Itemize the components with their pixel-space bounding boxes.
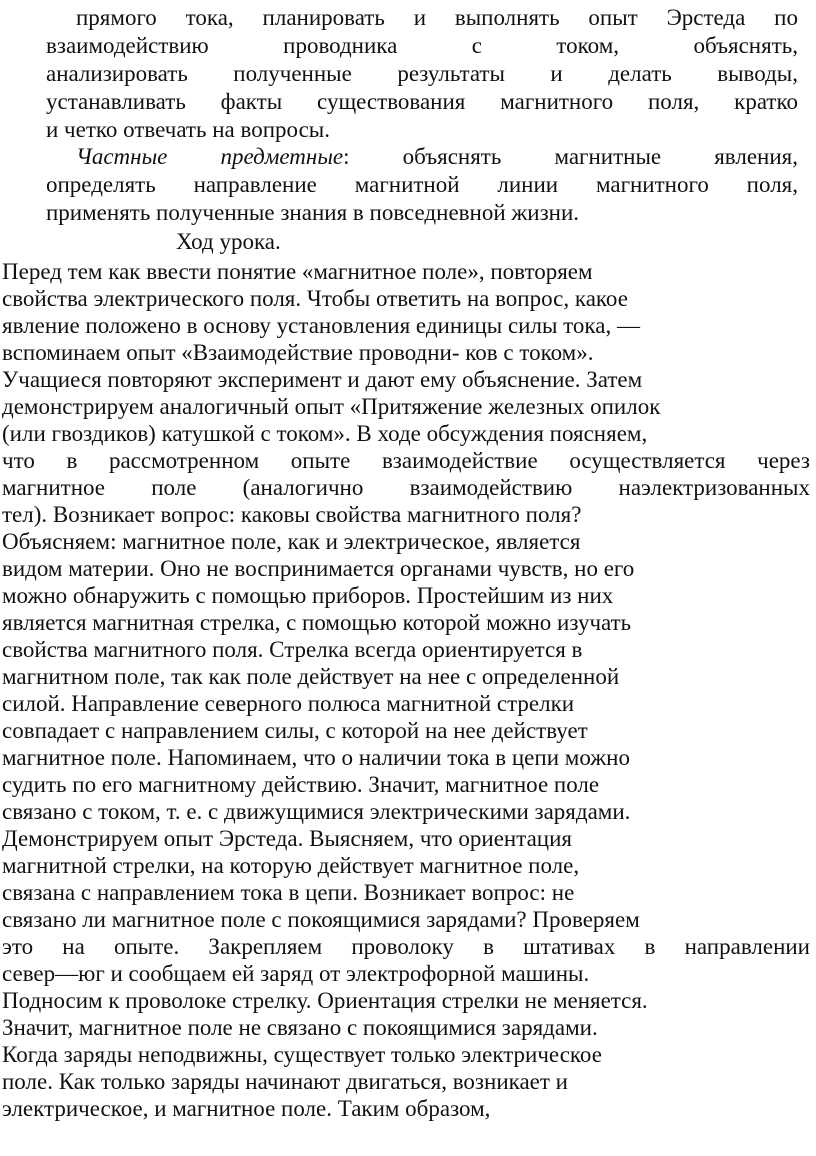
text-line: поле. Как только заряды начинают двигаться, возникает и xyxy=(2,1069,568,1094)
text-line: Демонстрируем опыт Эрстеда. Выясняем, что ориентация xyxy=(2,826,572,851)
text-line: силой. Направление северного полюса магнитной стрелки xyxy=(2,691,575,716)
text-line: совпадает с направлением силы, с которой на нее действует xyxy=(2,718,588,743)
text-line: является магнитная стрелка, с помощью которой можно изучать xyxy=(2,610,632,635)
text-line: явление положено в основу установления единицы силы тока, — xyxy=(2,313,640,338)
text-line: видом материи. Оно не воспринимается органами чувств, но его xyxy=(2,556,635,581)
text-line: и четко отвечать на вопросы. xyxy=(46,117,330,142)
text-line: что в рассмотренном опыте взаимодействие осуществляется через xyxy=(2,448,810,473)
text-line: устанавливать факты существования магнитного поля, кратко xyxy=(46,89,798,114)
text-line: определять направление магнитной линии магнитного поля, xyxy=(46,172,798,197)
text-line: Значит, магнитное поле не связано с покоящимися зарядами. xyxy=(2,1015,598,1040)
text-line: электрическое, и магнитное поле. Таким образом, xyxy=(2,1096,491,1121)
text-line: взаимодействию проводника с током, объяснять, xyxy=(46,33,798,58)
text-line: Объясняем: магнитное поле, как и электрическое, является xyxy=(2,529,581,554)
text-line: связано с током, т. е. с движущимися электрическими зарядами. xyxy=(2,799,631,824)
text-line: магнитном поле, так как поле действует на нее с определенной xyxy=(2,664,620,689)
text-line: магнитной стрелки, на которую действует магнитное поле, xyxy=(2,853,580,878)
text-line: можно обнаружить с помощью приборов. Простейшим из них xyxy=(2,583,614,608)
text-line: связана с направлением тока в цепи. Возникает вопрос: не xyxy=(2,880,575,905)
lesson-heading: Ход урока. xyxy=(176,229,281,254)
subject-results-label: Частные предметные xyxy=(76,144,344,169)
text-line: прямого тока, планировать и выполнять опыт Эрстеда по xyxy=(76,5,798,30)
text-line: это на опыте. Закрепляем проволоку в штативах в направлении xyxy=(2,934,810,959)
text-line: демонстрируем аналогичный опыт «Притяжение железных опилок xyxy=(2,394,661,419)
text-line: связано ли магнитное поле с покоящимися зарядами? Проверяем xyxy=(2,907,640,932)
text-line: магнитное поле (аналогично взаимодействию наэлектризованных xyxy=(2,475,810,500)
text-line: магнитное поле. Напоминаем, что о наличии тока в цепи можно xyxy=(2,745,630,770)
text-line: Перед тем как ввести понятие «магнитное поле», повторяем xyxy=(2,259,593,284)
text-line: (или гвоздиков) катушкой с током». В ходе обсуждения поясняем, xyxy=(2,421,648,446)
text-line: свойства электрического поля. Чтобы ответить на вопрос, какое xyxy=(2,286,628,311)
text-fragment: : объяснять магнитные явления, xyxy=(343,144,798,169)
text-line: Когда заряды неподвижны, существует только электрическое xyxy=(2,1042,602,1067)
text-line: Учащиеся повторяют эксперимент и дают ему объяснение. Затем xyxy=(2,367,643,392)
text-line: анализировать полученные результаты и делать выводы, xyxy=(46,61,798,86)
text-line: вспоминаем опыт «Взаимодействие проводни- ков с током». xyxy=(2,340,594,365)
text-line: применять полученные знания в повседневной жизни. xyxy=(46,200,580,225)
text-line: Подносим к проволоке стрелку. Ориентация стрелки не меняется. xyxy=(2,988,648,1013)
text-line: судить по его магнитному действию. Значит, магнитное поле xyxy=(2,772,600,797)
text-line: свойства магнитного поля. Стрелка всегда ориентируется в xyxy=(2,637,583,662)
text-line xyxy=(76,143,798,171)
text-line: тел). Возникает вопрос: каковы свойства магнитного поля? xyxy=(2,502,582,527)
text-line: север—юг и сообщаем ей заряд от электрофорной машины. xyxy=(2,961,590,986)
